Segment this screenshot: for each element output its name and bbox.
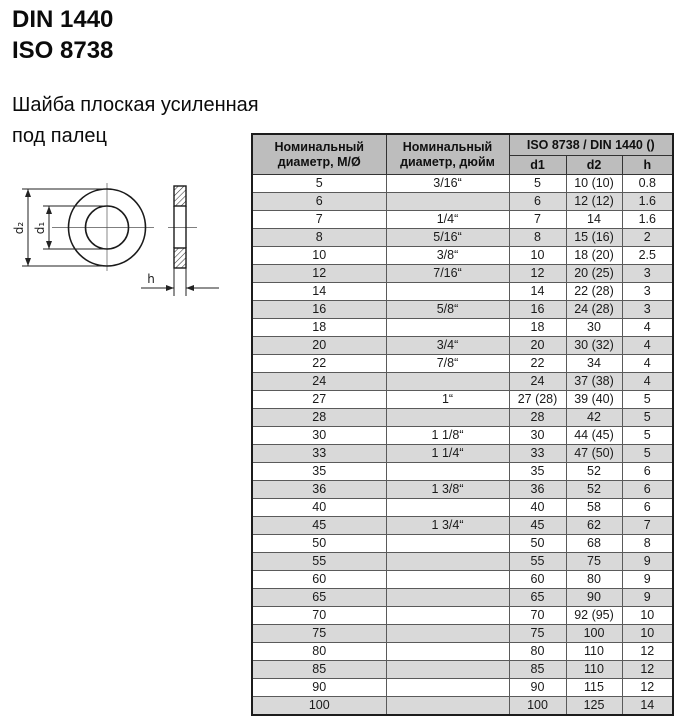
cell-d1: 75 [509,625,566,643]
cell-d1: 30 [509,427,566,445]
cell-nominal-metric: 12 [252,265,386,283]
cell-d1: 14 [509,283,566,301]
cell-nominal-inch [386,535,509,553]
washer-section-view [174,186,186,268]
cell-d2: 52 [566,463,622,481]
cell-d1: 22 [509,355,566,373]
product-name-line1: Шайба плоская усиленная [12,94,259,116]
cell-d2: 110 [566,643,622,661]
arrow-d2-top [25,189,31,197]
cell-nominal-inch: 7/8“ [386,355,509,373]
cell-nominal-metric: 28 [252,409,386,427]
cell-h: 7 [622,517,673,535]
cell-nominal-metric: 35 [252,463,386,481]
table-row [252,697,673,716]
cell-d1: 6 [509,193,566,211]
cell-h: 5 [622,445,673,463]
col-header-nominal-metric: Номинальный диаметр, М/Ø [252,134,386,175]
cell-d2: 115 [566,679,622,697]
cell-h: 12 [622,643,673,661]
cell-nominal-metric: 30 [252,427,386,445]
table-row [252,355,673,373]
cell-h: 1.6 [622,193,673,211]
dim-label-h: h [147,272,155,286]
col-header-standards-group: ISO 8738 / DIN 1440 () [509,134,673,156]
cell-d2: 75 [566,553,622,571]
table-row [252,481,673,499]
cell-nominal-metric: 100 [252,697,386,716]
cell-nominal-inch: 7/16“ [386,265,509,283]
table-row [252,247,673,265]
cell-d2: 20 (25) [566,265,622,283]
table-row [252,373,673,391]
cell-d1: 50 [509,535,566,553]
cell-nominal-inch [386,589,509,607]
cell-d1: 20 [509,337,566,355]
cell-d2: 44 (45) [566,427,622,445]
cell-nominal-metric: 33 [252,445,386,463]
cell-nominal-metric: 80 [252,643,386,661]
cell-d2: 62 [566,517,622,535]
cell-h: 3 [622,283,673,301]
table-row [252,337,673,355]
product-name-line2: под палец [12,125,107,147]
table-row [252,499,673,517]
table-row [252,571,673,589]
table-row [252,265,673,283]
cell-d1: 7 [509,211,566,229]
cell-nominal-metric: 24 [252,373,386,391]
cell-nominal-inch: 5/16“ [386,229,509,247]
cell-h: 10 [622,607,673,625]
cell-nominal-metric: 65 [252,589,386,607]
cell-nominal-inch: 1 1/8“ [386,427,509,445]
cell-nominal-metric: 70 [252,607,386,625]
table-header-row-1 [252,134,673,156]
cell-nominal-metric: 36 [252,481,386,499]
cell-nominal-metric: 45 [252,517,386,535]
cell-nominal-metric: 75 [252,625,386,643]
cell-d1: 16 [509,301,566,319]
standard-iso: ISO 8738 [12,37,114,64]
arrow-d1-top [46,206,52,214]
cell-nominal-metric: 18 [252,319,386,337]
cell-d1: 65 [509,589,566,607]
cell-h: 4 [622,337,673,355]
cell-d1: 36 [509,481,566,499]
cell-nominal-inch [386,499,509,517]
cell-nominal-inch: 1 3/4“ [386,517,509,535]
cell-nominal-metric: 22 [252,355,386,373]
cell-nominal-metric: 10 [252,247,386,265]
cell-nominal-metric: 16 [252,301,386,319]
cell-h: 1.6 [622,211,673,229]
cell-nominal-inch [386,373,509,391]
col-header-nominal-inch: Номинальный диаметр, дюйм [386,134,509,175]
cell-h: 5 [622,409,673,427]
cell-nominal-metric: 7 [252,211,386,229]
cell-d1: 10 [509,247,566,265]
cell-d2: 100 [566,625,622,643]
cell-d2: 15 (16) [566,229,622,247]
cell-nominal-inch [386,463,509,481]
cell-h: 6 [622,499,673,517]
cell-d2: 125 [566,697,622,716]
cell-h: 5 [622,391,673,409]
product-name [12,90,259,152]
table-row [252,589,673,607]
cell-d2: 37 (38) [566,373,622,391]
cell-d2: 92 (95) [566,607,622,625]
cell-d2: 58 [566,499,622,517]
cell-nominal-metric: 60 [252,571,386,589]
table-row [252,643,673,661]
cell-d1: 33 [509,445,566,463]
cell-nominal-inch [386,643,509,661]
cell-d1: 5 [509,175,566,193]
cell-d1: 100 [509,697,566,716]
table-row [252,553,673,571]
col-header-h: h [622,156,673,175]
cell-h: 6 [622,463,673,481]
cell-d2: 30 [566,319,622,337]
cell-d2: 18 (20) [566,247,622,265]
cell-nominal-inch: 3/4“ [386,337,509,355]
washer-technical-drawing [5,178,235,308]
cell-d1: 70 [509,607,566,625]
cell-d1: 60 [509,571,566,589]
col-header-d1: d1 [509,156,566,175]
standard-din: DIN 1440 [12,6,114,33]
cell-nominal-inch: 5/8“ [386,301,509,319]
cell-nominal-metric: 5 [252,175,386,193]
cell-h: 4 [622,373,673,391]
cell-d2: 90 [566,589,622,607]
cell-h: 9 [622,571,673,589]
cell-h: 12 [622,661,673,679]
cell-d1: 18 [509,319,566,337]
cell-d1: 45 [509,517,566,535]
cell-nominal-metric: 50 [252,535,386,553]
table-row [252,409,673,427]
cell-h: 8 [622,535,673,553]
cell-nominal-inch [386,661,509,679]
cell-d1: 80 [509,643,566,661]
arrow-d2-bottom [25,258,31,266]
cell-d2: 110 [566,661,622,679]
cell-nominal-inch: 1/4“ [386,211,509,229]
cell-nominal-inch [386,607,509,625]
cell-d2: 34 [566,355,622,373]
cell-h: 2.5 [622,247,673,265]
cell-d2: 24 (28) [566,301,622,319]
table-row [252,391,673,409]
table-row [252,607,673,625]
cell-d1: 55 [509,553,566,571]
cell-nominal-metric: 55 [252,553,386,571]
cell-d2: 52 [566,481,622,499]
cell-nominal-metric: 14 [252,283,386,301]
cell-d1: 27 (28) [509,391,566,409]
cell-nominal-inch: 3/16“ [386,175,509,193]
table-row [252,319,673,337]
cell-h: 12 [622,679,673,697]
cell-h: 5 [622,427,673,445]
cell-nominal-inch [386,553,509,571]
table-row [252,535,673,553]
cell-nominal-metric: 20 [252,337,386,355]
cell-nominal-metric: 8 [252,229,386,247]
cell-h: 4 [622,355,673,373]
cell-h: 6 [622,481,673,499]
cell-nominal-inch [386,679,509,697]
dim-label-d2: d₂ [12,221,26,235]
table-row [252,211,673,229]
cell-d2: 12 (12) [566,193,622,211]
table-row [252,445,673,463]
cell-d1: 24 [509,373,566,391]
cell-d1: 8 [509,229,566,247]
col-header-d2: d2 [566,156,622,175]
cell-h: 4 [622,319,673,337]
cell-nominal-metric: 85 [252,661,386,679]
cell-d2: 10 (10) [566,175,622,193]
cell-d1: 12 [509,265,566,283]
cell-nominal-metric: 6 [252,193,386,211]
cell-d1: 40 [509,499,566,517]
dim-label-d1: d₁ [33,221,47,235]
standards-title [12,4,113,66]
cell-nominal-inch [386,697,509,716]
cell-nominal-inch [386,283,509,301]
cell-d2: 39 (40) [566,391,622,409]
cell-h: 14 [622,697,673,716]
cell-d2: 68 [566,535,622,553]
cell-h: 0.8 [622,175,673,193]
table-row [252,283,673,301]
cell-d2: 80 [566,571,622,589]
table-row [252,193,673,211]
cell-nominal-inch: 1 3/8“ [386,481,509,499]
table-row [252,517,673,535]
cell-d2: 22 (28) [566,283,622,301]
cell-nominal-metric: 27 [252,391,386,409]
table-row [252,301,673,319]
cell-d1: 85 [509,661,566,679]
cell-h: 3 [622,265,673,283]
table-row [252,175,673,193]
cell-nominal-inch: 1 1/4“ [386,445,509,463]
cell-nominal-inch [386,193,509,211]
cell-nominal-inch [386,319,509,337]
arrow-h-right [186,285,194,291]
cell-d2: 47 (50) [566,445,622,463]
cell-h: 10 [622,625,673,643]
cell-d1: 35 [509,463,566,481]
arrow-d1-bottom [46,241,52,249]
cell-nominal-inch [386,571,509,589]
cell-nominal-inch: 3/8“ [386,247,509,265]
cell-nominal-inch: 1“ [386,391,509,409]
cell-d1: 28 [509,409,566,427]
cell-d2: 14 [566,211,622,229]
cell-nominal-metric: 90 [252,679,386,697]
cell-h: 9 [622,589,673,607]
arrow-h-left [166,285,174,291]
cell-h: 9 [622,553,673,571]
cell-d2: 42 [566,409,622,427]
table-row [252,661,673,679]
cell-nominal-inch [386,409,509,427]
cell-d1: 90 [509,679,566,697]
table-row [252,229,673,247]
cell-h: 2 [622,229,673,247]
cell-nominal-metric: 40 [252,499,386,517]
cell-d2: 30 (32) [566,337,622,355]
cell-h: 3 [622,301,673,319]
table-row [252,427,673,445]
table-row [252,463,673,481]
dimensions-table [251,133,674,716]
table-row [252,625,673,643]
cell-nominal-inch [386,625,509,643]
table-row [252,679,673,697]
